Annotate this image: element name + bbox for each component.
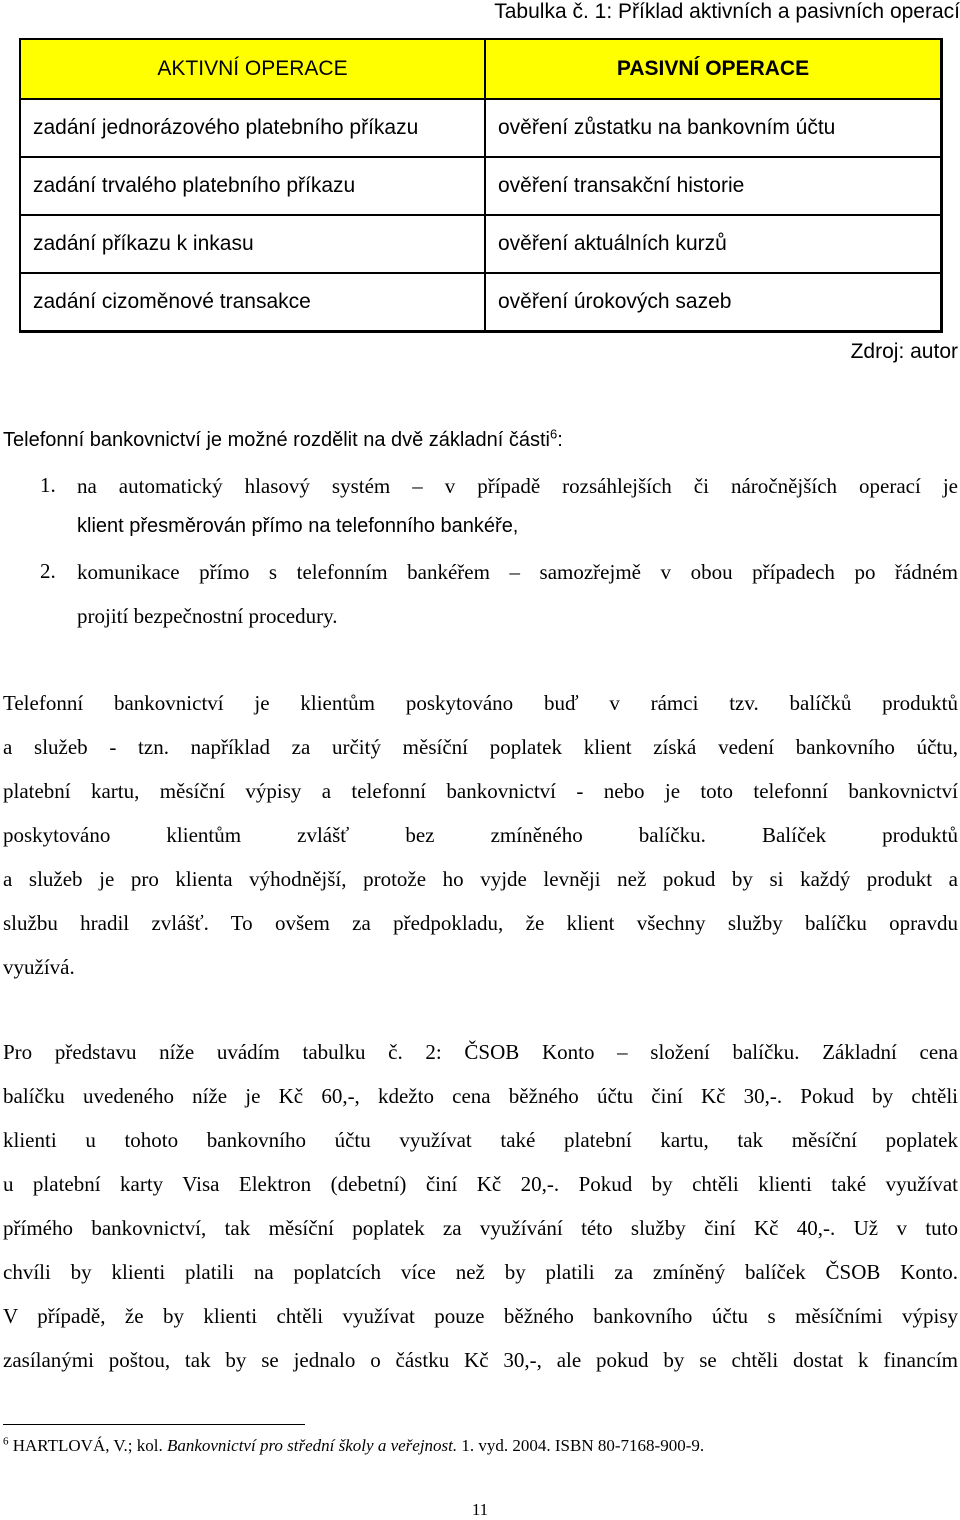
footnote-separator: [3, 1424, 305, 1425]
paragraph-line: službu hradil zvlášť. To ovšem za předpokladu, že klient všechny služby balíčku opravdu: [3, 911, 958, 935]
passive-operation-cell: ověření aktuálních kurzů: [485, 215, 942, 273]
table-row: [20, 215, 942, 273]
paragraph-line: využívá.: [3, 955, 75, 979]
active-operation-cell: zadání trvalého platebního příkazu: [20, 157, 485, 215]
intro-sentence: [3, 428, 563, 452]
footnote-details: 1. vyd. 2004. ISBN 80-7168-900-9.: [457, 1436, 705, 1455]
passive-operation-cell: ověření transakční historie: [485, 157, 942, 215]
list-item-line: na automatický hlasový systém – v případě rozsáhlejších či náročnějších operací je: [77, 474, 958, 498]
table-header-row: [20, 39, 942, 99]
table-row: [20, 273, 942, 332]
passive-operation-cell: ověření zůstatku na bankovním účtu: [485, 99, 942, 157]
paragraph-line: balíčku uvedeného níže je Kč 60,-, kdežto cena běžného účtu činí Kč 30,-. Pokud by chtěli: [3, 1084, 958, 1108]
list-item-number: 1.: [40, 473, 56, 497]
footnote-number: 6: [3, 1435, 9, 1448]
paragraph-line: chvíli by klienti platili na poplatcích více než by platili za zmíněný balíček ČSOB Konto.: [3, 1260, 958, 1284]
table-row: [20, 157, 942, 215]
paragraph-line: platební kartu, měsíční výpisy a telefonní bankovnictví - nebo je toto telefonní bankovnictví: [3, 779, 958, 803]
list-item-line: klient přesměrován přímo na telefonního bankéře,: [77, 515, 519, 537]
paragraph-line: a služeb je pro klienta výhodnější, protože ho vyjde levněji než pokud by si každý produkt a: [3, 867, 958, 891]
table-source: Zdroj: autor: [850, 340, 958, 363]
footnote-authors: HARTLOVÁ, V.; kol.: [8, 1436, 167, 1455]
intro-text: Telefonní bankovnictví je možné rozdělit na dvě základní části: [3, 429, 550, 451]
footnote: [3, 1436, 704, 1456]
paragraph-line: V případě, že by klienti chtěli využívat pouze běžného bankovního účtu s měsíčními výpisy: [3, 1304, 958, 1328]
paragraph-line: u platební karty Visa Elektron (debetní) činí Kč 20,-. Pokud by chtěli klienti také využívat: [3, 1172, 958, 1196]
footnote-reference[interactable]: 6: [549, 426, 558, 442]
operations-table: [19, 38, 943, 333]
paragraph-line: Pro představu níže uvádím tabulku č. 2: ČSOB Konto – složení balíčku. Základní cena: [3, 1040, 958, 1064]
passive-operations-header: PASIVNÍ OPERACE: [485, 39, 942, 99]
paragraph-line: klienti u tohoto bankovního účtu využívat také platební kartu, tak měsíční poplatek: [3, 1128, 958, 1152]
paragraph-line: přímého bankovnictví, tak měsíční poplatek za využívání této služby činí Kč 40,-. Už v tuto: [3, 1216, 958, 1240]
paragraph-line: Telefonní bankovnictví je klientům poskytováno buď v rámci tzv. balíčků produktů: [3, 691, 958, 715]
intro-suffix: :: [557, 429, 563, 451]
table-caption: Tabulka č. 1: Příklad aktivních a pasivních operací: [494, 0, 960, 23]
footnote-title: Bankovnictví pro střední školy a veřejnost.: [166, 1436, 458, 1455]
list-item-line: projití bezpečnostní procedury.: [77, 604, 338, 628]
active-operation-cell: zadání příkazu k inkasu: [20, 215, 485, 273]
active-operations-header: AKTIVNÍ OPERACE: [20, 39, 485, 99]
list-item-line: komunikace přímo s telefonním bankéřem – samozřejmě v obou případech po řádném: [77, 560, 958, 584]
list-item-number: 2.: [40, 559, 56, 583]
paragraph-line: zasílanými poštou, tak by se jednalo o částku Kč 30,-, ale pokud by se chtěli dostat k financím: [3, 1348, 958, 1372]
page-number: 11: [471, 1500, 489, 1519]
table-row: [20, 99, 942, 157]
paragraph-line: a služeb - tzn. například za určitý měsíční poplatek klient získá vedení bankovního účtu,: [3, 735, 958, 759]
active-operation-cell: zadání cizoměnové transakce: [20, 273, 485, 332]
paragraph-line: poskytováno klientům zvlášť bez zmíněného balíčku. Balíček produktů: [3, 823, 958, 847]
paragraph-packages: [3, 690, 958, 998]
passive-operation-cell: ověření úrokových sazeb: [485, 273, 942, 332]
paragraph-csob-konto: [3, 1039, 958, 1391]
active-operation-cell: zadání jednorázového platebního příkazu: [20, 99, 485, 157]
